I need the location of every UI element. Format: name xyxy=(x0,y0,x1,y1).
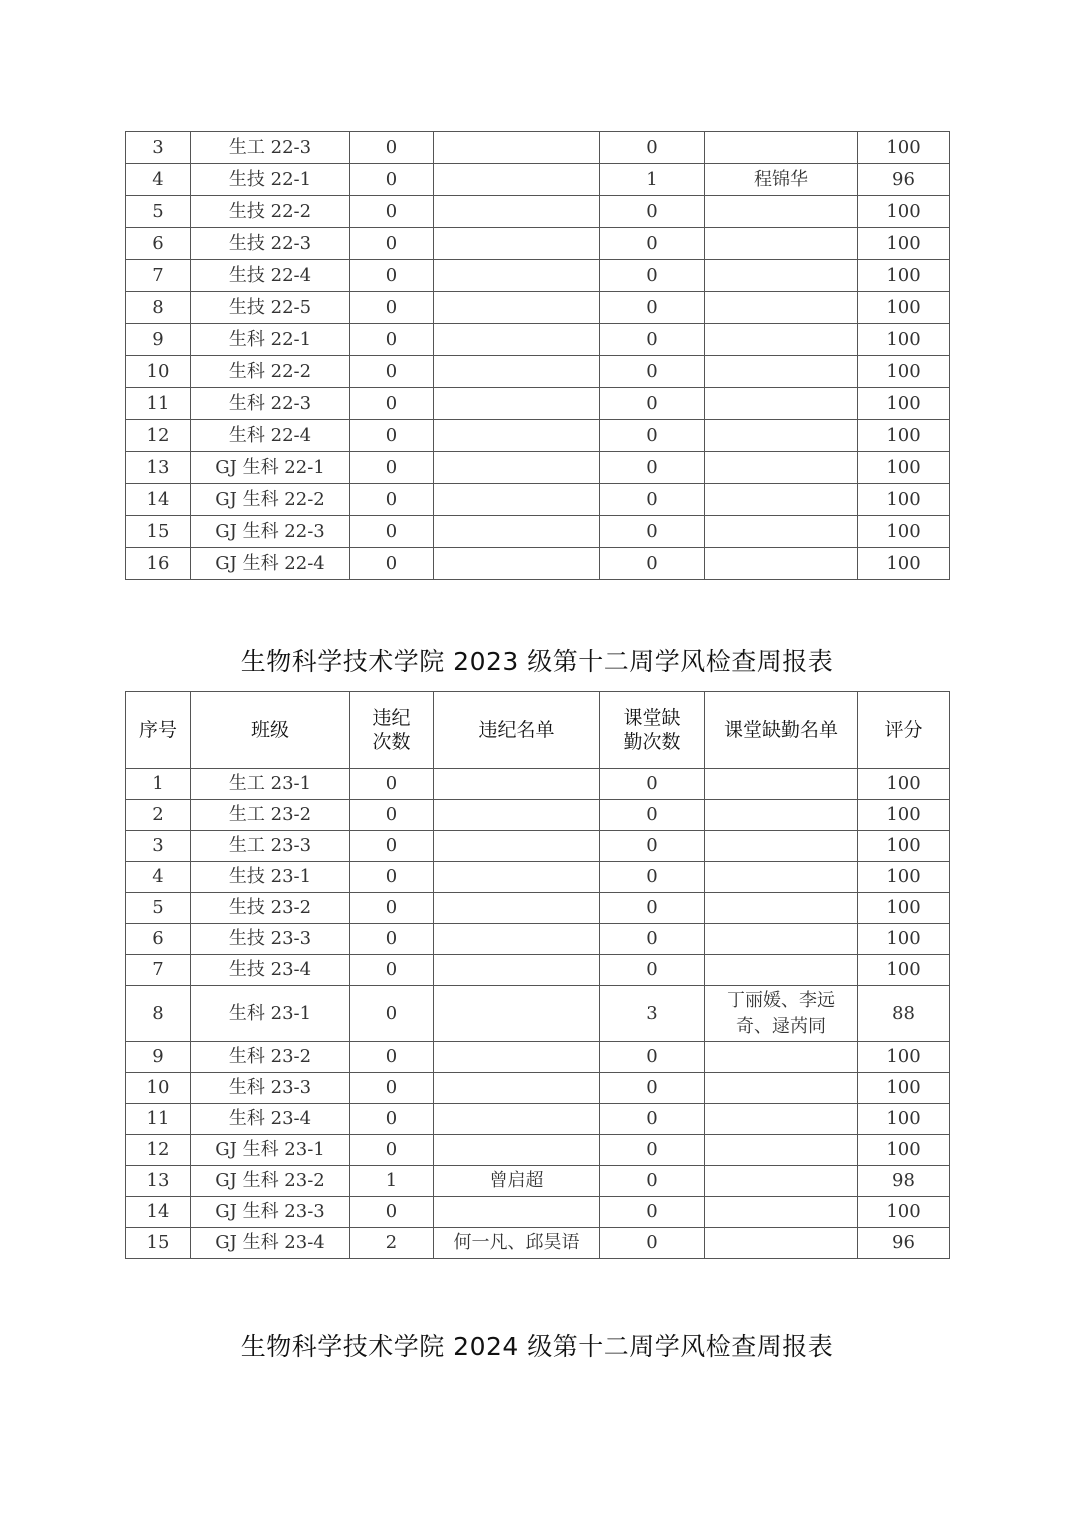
table-row xyxy=(126,452,950,484)
cell-absence-names xyxy=(705,292,858,324)
cell-violations: 0 xyxy=(350,324,434,356)
table-row xyxy=(126,1135,950,1166)
cell-absences: 1 xyxy=(600,164,705,196)
cell-no: 3 xyxy=(126,831,191,862)
cell-violation-names xyxy=(434,356,600,388)
cell-no: 14 xyxy=(126,484,191,516)
cell-score: 100 xyxy=(858,893,950,924)
cell-absence-names xyxy=(705,132,858,164)
cell-no: 13 xyxy=(126,1166,191,1197)
absence-names-line1: 丁丽媛、李远 xyxy=(727,989,835,1011)
cell-violation-names xyxy=(434,862,600,893)
cell-violations: 0 xyxy=(350,388,434,420)
cell-violation-names xyxy=(434,986,600,1042)
cell-score: 98 xyxy=(858,1166,950,1197)
cell-class: 生科 22-3 xyxy=(191,388,350,420)
cell-no: 7 xyxy=(126,955,191,986)
table-row xyxy=(126,132,950,164)
cell-class: GJ 生科 22-3 xyxy=(191,516,350,548)
cell-violation-names: 曾启超 xyxy=(434,1166,600,1197)
cell-class: 生工 22-3 xyxy=(191,132,350,164)
cell-absence-names xyxy=(705,986,858,1042)
table-row xyxy=(126,388,950,420)
cell-violations: 0 xyxy=(350,420,434,452)
cell-score: 100 xyxy=(858,1104,950,1135)
cell-class: 生科 22-4 xyxy=(191,420,350,452)
cell-no: 13 xyxy=(126,452,191,484)
cell-absences: 3 xyxy=(600,986,705,1042)
cell-violation-names xyxy=(434,516,600,548)
cell-class: GJ 生科 23-4 xyxy=(191,1228,350,1259)
cell-class: 生科 23-4 xyxy=(191,1104,350,1135)
cell-violation-names xyxy=(434,893,600,924)
cell-score: 100 xyxy=(858,484,950,516)
cell-score: 96 xyxy=(858,164,950,196)
cell-violation-names xyxy=(434,1197,600,1228)
cell-class: 生技 23-2 xyxy=(191,893,350,924)
cell-class: GJ 生科 22-2 xyxy=(191,484,350,516)
cell-class: 生技 22-2 xyxy=(191,196,350,228)
table-2023 xyxy=(125,691,950,1259)
cell-absences: 0 xyxy=(600,260,705,292)
cell-violations: 0 xyxy=(350,1135,434,1166)
cell-score: 100 xyxy=(858,1197,950,1228)
table-row xyxy=(126,228,950,260)
table-row xyxy=(126,800,950,831)
cell-absences: 0 xyxy=(600,548,705,580)
cell-absence-names xyxy=(705,1042,858,1073)
cell-absences: 0 xyxy=(600,388,705,420)
cell-absence-names xyxy=(705,769,858,800)
table-row xyxy=(126,862,950,893)
cell-no: 11 xyxy=(126,1104,191,1135)
table-row xyxy=(126,356,950,388)
cell-absences: 0 xyxy=(600,356,705,388)
cell-violations: 2 xyxy=(350,1228,434,1259)
cell-absences: 0 xyxy=(600,1104,705,1135)
cell-absences: 0 xyxy=(600,1228,705,1259)
header-absences-line1: 课堂缺 xyxy=(623,707,681,729)
cell-absence-names xyxy=(705,1104,858,1135)
cell-absences: 0 xyxy=(600,924,705,955)
cell-no: 8 xyxy=(126,292,191,324)
header-absences-line2: 勤次数 xyxy=(623,731,681,753)
cell-absences: 0 xyxy=(600,1197,705,1228)
cell-absences: 0 xyxy=(600,196,705,228)
cell-no: 1 xyxy=(126,769,191,800)
table-row xyxy=(126,548,950,580)
cell-class: 生技 22-5 xyxy=(191,292,350,324)
cell-violation-names xyxy=(434,955,600,986)
cell-violation-names xyxy=(434,452,600,484)
cell-score: 100 xyxy=(858,356,950,388)
cell-absences: 0 xyxy=(600,452,705,484)
cell-absences: 0 xyxy=(600,1166,705,1197)
cell-no: 10 xyxy=(126,1073,191,1104)
cell-class: 生技 23-3 xyxy=(191,924,350,955)
cell-violations: 0 xyxy=(350,1197,434,1228)
cell-violations: 0 xyxy=(350,228,434,260)
cell-no: 15 xyxy=(126,1228,191,1259)
cell-violations: 0 xyxy=(350,893,434,924)
cell-score: 100 xyxy=(858,292,950,324)
cell-no: 15 xyxy=(126,516,191,548)
cell-score: 100 xyxy=(858,196,950,228)
cell-class: 生科 23-1 xyxy=(191,986,350,1042)
cell-no: 11 xyxy=(126,388,191,420)
cell-no: 2 xyxy=(126,800,191,831)
cell-class: 生技 23-4 xyxy=(191,955,350,986)
cell-violation-names xyxy=(434,800,600,831)
cell-absence-names xyxy=(705,955,858,986)
cell-class: 生技 23-1 xyxy=(191,862,350,893)
table-2022-continued xyxy=(125,131,950,580)
title-2024: 生物科学技术学院 2024 级第十二周学风检查周报表 xyxy=(240,1332,834,1361)
cell-class: 生科 22-2 xyxy=(191,356,350,388)
cell-class: 生技 22-1 xyxy=(191,164,350,196)
cell-absences: 0 xyxy=(600,862,705,893)
cell-absence-names xyxy=(705,452,858,484)
table-row xyxy=(126,1166,950,1197)
cell-absence-names xyxy=(705,388,858,420)
cell-score: 100 xyxy=(858,1135,950,1166)
header-violations-line2: 次数 xyxy=(372,731,411,753)
cell-no: 14 xyxy=(126,1197,191,1228)
cell-score: 100 xyxy=(858,769,950,800)
cell-score: 100 xyxy=(858,955,950,986)
header-violation-names: 违纪名单 xyxy=(434,692,600,769)
cell-no: 9 xyxy=(126,324,191,356)
header-violations-line1: 违纪 xyxy=(372,707,411,729)
cell-violation-names xyxy=(434,831,600,862)
cell-absence-names xyxy=(705,1166,858,1197)
cell-absence-names xyxy=(705,893,858,924)
cell-absence-names xyxy=(705,356,858,388)
cell-violations: 0 xyxy=(350,1073,434,1104)
cell-absences: 0 xyxy=(600,1042,705,1073)
cell-violation-names xyxy=(434,388,600,420)
cell-absences: 0 xyxy=(600,800,705,831)
cell-no: 8 xyxy=(126,986,191,1042)
table-row xyxy=(126,516,950,548)
cell-absences: 0 xyxy=(600,1135,705,1166)
cell-class: 生工 23-2 xyxy=(191,800,350,831)
cell-absence-names xyxy=(705,420,858,452)
cell-violation-names xyxy=(434,228,600,260)
cell-class: 生科 22-1 xyxy=(191,324,350,356)
cell-absence-names xyxy=(705,831,858,862)
table-row xyxy=(126,324,950,356)
table-row xyxy=(126,1073,950,1104)
cell-score: 100 xyxy=(858,420,950,452)
table-row xyxy=(126,955,950,986)
cell-score: 100 xyxy=(858,260,950,292)
cell-violations: 0 xyxy=(350,1042,434,1073)
cell-class: GJ 生科 23-2 xyxy=(191,1166,350,1197)
table-row xyxy=(126,1228,950,1259)
cell-violations: 0 xyxy=(350,1104,434,1135)
cell-absences: 0 xyxy=(600,1073,705,1104)
cell-violation-names: 何一凡、邱昊语 xyxy=(434,1228,600,1259)
header-absences xyxy=(600,692,705,769)
cell-violation-names xyxy=(434,292,600,324)
cell-absence-names xyxy=(705,228,858,260)
cell-score: 100 xyxy=(858,516,950,548)
cell-violation-names xyxy=(434,196,600,228)
cell-score: 100 xyxy=(858,388,950,420)
cell-violation-names xyxy=(434,260,600,292)
cell-violation-names xyxy=(434,420,600,452)
cell-score: 100 xyxy=(858,1042,950,1073)
cell-violation-names xyxy=(434,1104,600,1135)
cell-absences: 0 xyxy=(600,831,705,862)
cell-class: 生科 23-2 xyxy=(191,1042,350,1073)
cell-score: 100 xyxy=(858,228,950,260)
absence-names-line2: 奇、逯芮同 xyxy=(736,1015,826,1037)
table-row xyxy=(126,260,950,292)
header-no: 序号 xyxy=(126,692,191,769)
cell-absence-names xyxy=(705,862,858,893)
cell-violation-names xyxy=(434,484,600,516)
cell-absence-names xyxy=(705,800,858,831)
cell-class: 生科 23-3 xyxy=(191,1073,350,1104)
cell-violation-names xyxy=(434,1073,600,1104)
cell-score: 100 xyxy=(858,862,950,893)
cell-no: 4 xyxy=(126,862,191,893)
table-row xyxy=(126,924,950,955)
header-score: 评分 xyxy=(858,692,950,769)
table-row xyxy=(126,831,950,862)
cell-violation-names xyxy=(434,924,600,955)
cell-score: 88 xyxy=(858,986,950,1042)
cell-absence-names xyxy=(705,1073,858,1104)
cell-no: 5 xyxy=(126,893,191,924)
cell-absence-names xyxy=(705,196,858,228)
cell-violations: 0 xyxy=(350,164,434,196)
cell-absences: 0 xyxy=(600,420,705,452)
cell-violation-names xyxy=(434,769,600,800)
cell-score: 96 xyxy=(858,1228,950,1259)
cell-violations: 0 xyxy=(350,292,434,324)
table-row xyxy=(126,1104,950,1135)
cell-absence-names xyxy=(705,1135,858,1166)
cell-violation-names xyxy=(434,324,600,356)
cell-score: 100 xyxy=(858,800,950,831)
header-row xyxy=(126,692,950,769)
cell-no: 12 xyxy=(126,1135,191,1166)
table-row xyxy=(126,292,950,324)
cell-absence-names: 程锦华 xyxy=(705,164,858,196)
cell-class: GJ 生科 23-1 xyxy=(191,1135,350,1166)
cell-no: 16 xyxy=(126,548,191,580)
cell-absences: 0 xyxy=(600,893,705,924)
table-row xyxy=(126,1042,950,1073)
cell-absence-names xyxy=(705,324,858,356)
cell-violation-names xyxy=(434,164,600,196)
cell-violations: 0 xyxy=(350,862,434,893)
cell-violations: 0 xyxy=(350,132,434,164)
cell-no: 4 xyxy=(126,164,191,196)
table-row xyxy=(126,164,950,196)
table-row xyxy=(126,769,950,800)
cell-absences: 0 xyxy=(600,228,705,260)
cell-violations: 0 xyxy=(350,260,434,292)
cell-absence-names xyxy=(705,548,858,580)
cell-class: GJ 生科 22-4 xyxy=(191,548,350,580)
cell-violations: 0 xyxy=(350,924,434,955)
cell-violation-names xyxy=(434,132,600,164)
cell-no: 6 xyxy=(126,924,191,955)
cell-no: 5 xyxy=(126,196,191,228)
cell-absence-names xyxy=(705,1197,858,1228)
cell-violations: 0 xyxy=(350,769,434,800)
cell-absences: 0 xyxy=(600,292,705,324)
cell-no: 12 xyxy=(126,420,191,452)
cell-score: 100 xyxy=(858,924,950,955)
cell-score: 100 xyxy=(858,831,950,862)
cell-violation-names xyxy=(434,1135,600,1166)
cell-score: 100 xyxy=(858,132,950,164)
cell-score: 100 xyxy=(858,452,950,484)
cell-violations: 0 xyxy=(350,548,434,580)
cell-absences: 0 xyxy=(600,516,705,548)
cell-no: 7 xyxy=(126,260,191,292)
cell-violations: 0 xyxy=(350,831,434,862)
cell-absences: 0 xyxy=(600,324,705,356)
cell-no: 3 xyxy=(126,132,191,164)
cell-absence-names xyxy=(705,924,858,955)
cell-class: 生工 23-3 xyxy=(191,831,350,862)
cell-no: 9 xyxy=(126,1042,191,1073)
cell-absence-names xyxy=(705,516,858,548)
cell-violations: 0 xyxy=(350,800,434,831)
table-row xyxy=(126,420,950,452)
cell-score: 100 xyxy=(858,548,950,580)
cell-score: 100 xyxy=(858,324,950,356)
table-row xyxy=(126,484,950,516)
cell-class: GJ 生科 22-1 xyxy=(191,452,350,484)
cell-violation-names xyxy=(434,548,600,580)
table-row xyxy=(126,893,950,924)
cell-no: 6 xyxy=(126,228,191,260)
table-row xyxy=(126,1197,950,1228)
cell-absence-names xyxy=(705,484,858,516)
title-2023: 生物科学技术学院 2023 级第十二周学风检查周报表 xyxy=(240,647,834,676)
cell-absence-names xyxy=(705,1228,858,1259)
table-row xyxy=(126,986,950,1042)
cell-class: 生技 22-3 xyxy=(191,228,350,260)
cell-absences: 0 xyxy=(600,132,705,164)
cell-class: 生技 22-4 xyxy=(191,260,350,292)
cell-violations: 0 xyxy=(350,986,434,1042)
cell-violations: 0 xyxy=(350,484,434,516)
cell-violations: 0 xyxy=(350,955,434,986)
cell-class: 生工 23-1 xyxy=(191,769,350,800)
table-row xyxy=(126,196,950,228)
header-class: 班级 xyxy=(191,692,350,769)
cell-absences: 0 xyxy=(600,955,705,986)
header-violations xyxy=(350,692,434,769)
cell-absence-names xyxy=(705,260,858,292)
header-absence-names: 课堂缺勤名单 xyxy=(705,692,858,769)
cell-violations: 0 xyxy=(350,356,434,388)
cell-absences: 0 xyxy=(600,484,705,516)
cell-violations: 0 xyxy=(350,516,434,548)
cell-violations: 1 xyxy=(350,1166,434,1197)
cell-no: 10 xyxy=(126,356,191,388)
cell-violations: 0 xyxy=(350,196,434,228)
cell-class: GJ 生科 23-3 xyxy=(191,1197,350,1228)
cell-violations: 0 xyxy=(350,452,434,484)
cell-absences: 0 xyxy=(600,769,705,800)
cell-score: 100 xyxy=(858,1073,950,1104)
cell-violation-names xyxy=(434,1042,600,1073)
